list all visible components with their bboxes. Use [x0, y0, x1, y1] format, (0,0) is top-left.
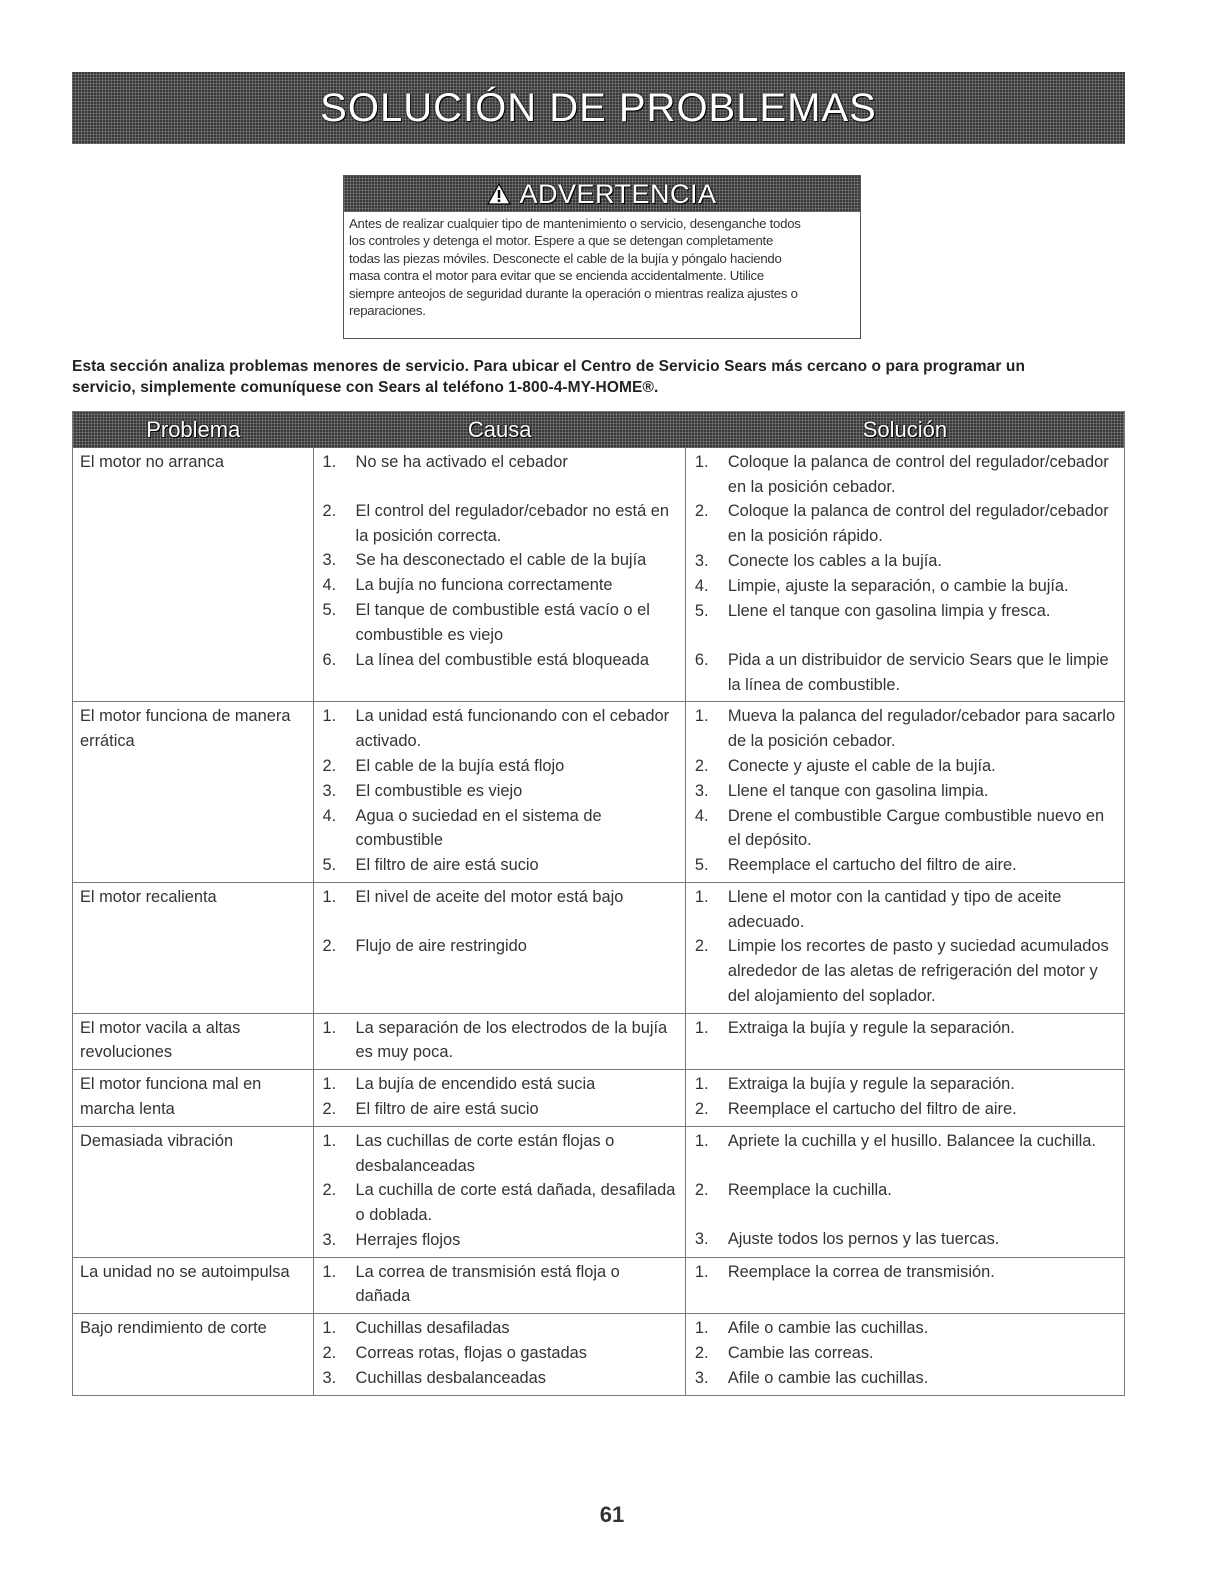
cause-number: 3. — [322, 1369, 337, 1388]
cause-item — [321, 1341, 679, 1366]
solution-number: 3. — [694, 551, 709, 570]
cause-cell — [314, 448, 686, 701]
cause-number: 5. — [322, 856, 337, 875]
cause-number: 2. — [322, 937, 337, 956]
solution-cell — [686, 1127, 1124, 1257]
solution-number: 1. — [694, 1074, 709, 1093]
cause-text: El cable de la bujía está flojo — [355, 756, 565, 775]
solution-item — [693, 450, 1118, 499]
solution-text: Llene el motor con la cantidad y tipo de aceite adecuado. — [727, 888, 1062, 931]
solution-item — [693, 754, 1118, 779]
cause-item — [321, 548, 679, 573]
solution-item — [693, 499, 1118, 548]
table-row — [73, 701, 1124, 882]
solution-number: 3. — [694, 1369, 709, 1388]
page-title-banner — [72, 72, 1125, 144]
solution-item — [693, 1129, 1118, 1178]
problem-cell: Bajo rendimiento de corte — [73, 1314, 314, 1395]
solution-number: 2. — [694, 756, 709, 775]
cause-number: 2. — [322, 502, 337, 520]
solution-number: 1. — [694, 453, 709, 471]
solution-item — [693, 648, 1118, 697]
solution-cell — [686, 702, 1124, 882]
solution-number: 1. — [694, 1018, 709, 1037]
cause-number: 2. — [322, 756, 337, 775]
warning-triangle-icon — [487, 183, 511, 205]
cause-number: 1. — [322, 453, 337, 471]
solution-number: 6. — [694, 650, 709, 669]
cause-cell — [314, 883, 686, 1013]
cause-item — [321, 885, 679, 934]
cause-item — [321, 1129, 679, 1178]
cause-item — [321, 1072, 679, 1097]
table-row — [73, 1126, 1124, 1257]
table-body — [73, 448, 1124, 1395]
warning-box — [343, 175, 861, 339]
solution-text: Mueva la palanca del regulador/cebador para sacarlo de la posición cebador. — [727, 707, 1116, 750]
solution-number: 1. — [694, 888, 709, 907]
solution-number: 2. — [694, 1344, 709, 1363]
cause-text: Cuchillas desbalanceadas — [355, 1369, 546, 1388]
solution-text: Ajuste todos los pernos y las tuercas. — [727, 1229, 1000, 1248]
cause-number: 1. — [322, 707, 337, 726]
cause-text: El filtro de aire está sucio — [355, 856, 539, 875]
cause-item — [321, 648, 679, 697]
table-row — [73, 1257, 1124, 1313]
solution-text: Reemplace la cuchilla. — [727, 1180, 892, 1199]
cause-item — [321, 1260, 679, 1309]
cause-item — [321, 598, 679, 647]
problem-cell: El motor funciona mal en marcha lenta — [73, 1070, 314, 1126]
cause-cell — [314, 1014, 686, 1069]
solution-number: 2. — [694, 1180, 709, 1199]
cause-item — [321, 853, 679, 878]
cause-number: 4. — [322, 576, 337, 595]
solution-text: Limpie, ajuste la separación, o cambie la bujía. — [727, 576, 1069, 595]
problem-cell: Demasiada vibración — [73, 1127, 314, 1257]
solution-number: 2. — [694, 502, 709, 521]
solution-text: Conecte y ajuste el cable de la bujía. — [727, 756, 996, 775]
solution-text: Limpie los recortes de pasto y suciedad acumulados alrededor de las aletas de refrigeración del motor y del alojamiento del soplador. — [727, 937, 1109, 1005]
solution-item — [693, 1072, 1118, 1097]
cause-cell — [314, 1314, 686, 1395]
problem-cell: El motor no arranca — [73, 448, 314, 701]
cause-number: 1. — [322, 1131, 337, 1150]
cause-item — [321, 804, 679, 853]
cause-item — [321, 1178, 679, 1227]
solution-text: Afile o cambie las cuchillas. — [727, 1369, 929, 1388]
solution-item — [693, 804, 1118, 853]
solution-item — [693, 1016, 1118, 1065]
cause-text: Flujo de aire restringido — [355, 937, 527, 956]
cause-text: No se ha activado el cebador — [355, 453, 568, 471]
troubleshooting-table — [72, 411, 1125, 1396]
cause-cell — [314, 1258, 686, 1313]
solution-item — [693, 779, 1118, 804]
cause-item — [321, 934, 679, 1008]
warning-heading: ADVERTENCIA — [519, 178, 717, 209]
warning-text: Antes de realizar cualquier tipo de mantenimiento o servicio, desenganche todos los controles y detenga el motor. Espere a que se detengan completamente todas las piezas móviles. Desconecte el cable de la bujía y póngalo haciendo masa contra el motor para evitar que se encienda accidentalmente. Utilice siempre anteojos de seguridad durante la operación o mientras realiza ajustes o reparaciones. — [349, 216, 801, 319]
solution-cell — [686, 883, 1124, 1013]
solution-cell — [686, 1014, 1124, 1069]
solution-number: 1. — [694, 707, 709, 726]
cause-text: La bujía no funciona correctamente — [355, 576, 613, 595]
solution-text: Extraiga la bujía y regule la separación. — [727, 1074, 1015, 1093]
cause-item — [321, 704, 679, 753]
cause-text: Se ha desconectado el cable de la bujía — [355, 551, 647, 570]
solution-text: Conecte los cables a la bujía. — [727, 551, 942, 570]
solution-item — [693, 853, 1118, 878]
cause-number: 6. — [322, 650, 337, 669]
cause-item — [321, 1366, 679, 1391]
cause-text: La línea del combustible está bloqueada — [355, 650, 649, 669]
solution-cell — [686, 1258, 1124, 1313]
solution-number: 5. — [694, 601, 709, 620]
problem-cell: La unidad no se autoimpulsa — [73, 1258, 314, 1313]
solution-text: Llene el tanque con gasolina limpia. — [727, 781, 989, 800]
cause-item — [321, 1097, 679, 1122]
page-title: SOLUCIÓN DE PROBLEMAS — [320, 85, 877, 130]
cause-item — [321, 499, 679, 548]
cause-text: El filtro de aire está sucio — [355, 1099, 539, 1118]
solution-text: Afile o cambie las cuchillas. — [727, 1319, 929, 1338]
header-solution: Solución — [862, 417, 948, 442]
cause-text: Las cuchillas de corte están flojas o desbalanceadas — [355, 1131, 615, 1175]
cause-text: El control del regulador/cebador no está en la posición correcta. — [355, 502, 669, 545]
solution-text: Cambie las correas. — [727, 1344, 874, 1363]
table-row — [73, 1013, 1124, 1069]
solution-item — [693, 574, 1118, 599]
solution-item — [693, 1366, 1118, 1391]
problem-cell: El motor vacila a altas revoluciones — [73, 1014, 314, 1069]
solution-text: Pida a un distribuidor de servicio Sears que le limpie la línea de combustible. — [727, 650, 1109, 694]
solution-item — [693, 599, 1118, 648]
cause-number: 3. — [322, 1230, 337, 1249]
cause-number: 4. — [322, 806, 337, 825]
solution-number: 3. — [694, 1229, 709, 1248]
solution-text: Reemplace el cartucho del filtro de aire. — [727, 1099, 1017, 1118]
cause-text: Agua o suciedad en el sistema de combustible — [355, 806, 602, 850]
table-row — [73, 448, 1124, 701]
header-problem: Problema — [146, 417, 241, 442]
cause-item — [321, 779, 679, 804]
cause-number: 1. — [322, 1262, 337, 1281]
cause-text: La separación de los electrodos de la bujía es muy poca. — [355, 1018, 668, 1062]
cause-number: 5. — [322, 601, 337, 620]
cause-number: 3. — [322, 781, 337, 800]
solution-item — [693, 1260, 1118, 1309]
solution-text: Extraiga la bujía y regule la separación. — [727, 1018, 1015, 1037]
solution-number: 1. — [694, 1262, 709, 1281]
intro-paragraph: Esta sección analiza problemas menores de servicio. Para ubicar el Centro de Servicio Sears más cercano o para programar un servicio, simplemente comuníquese con Sears al teléfono 1-800-4-MY-HOME®. — [72, 358, 1026, 396]
cause-number: 1. — [322, 1319, 337, 1338]
table-header — [73, 412, 1124, 448]
solution-item — [693, 1341, 1118, 1366]
cause-text: El combustible es viejo — [355, 781, 523, 800]
solution-item — [693, 1178, 1118, 1227]
cause-cell — [314, 1127, 686, 1257]
solution-item — [693, 704, 1118, 753]
header-cause: Causa — [467, 417, 532, 442]
solution-item — [693, 885, 1118, 934]
solution-cell — [686, 448, 1124, 701]
solution-number: 4. — [694, 806, 709, 825]
cause-text: La cuchilla de corte está dañada, desafilada o doblada. — [355, 1181, 676, 1225]
cause-text: Herrajes flojos — [355, 1230, 461, 1249]
solution-text: Coloque la palanca de control del regulador/cebador en la posición rápido. — [727, 502, 1109, 546]
solution-item — [693, 549, 1118, 574]
solution-number: 2. — [694, 937, 709, 956]
cause-text: La unidad está funcionando con el cebador activado. — [355, 707, 670, 750]
cause-item — [321, 450, 679, 499]
solution-text: Apriete la cuchilla y el husillo. Balancee la cuchilla. — [727, 1131, 1096, 1150]
solution-text: Llene el tanque con gasolina limpia y fresca. — [727, 601, 1051, 620]
problem-cell: El motor funciona de manera errática — [73, 702, 314, 882]
solution-text: Drene el combustible Cargue combustible nuevo en el depósito. — [727, 806, 1105, 850]
solution-number: 1. — [694, 1131, 709, 1150]
table-row — [73, 882, 1124, 1013]
solution-item — [693, 1097, 1118, 1122]
cause-item — [321, 1228, 679, 1253]
solution-number: 1. — [694, 1319, 709, 1338]
solution-cell — [686, 1314, 1124, 1395]
cause-text: El nivel de aceite del motor está bajo — [355, 888, 624, 907]
solution-item — [693, 1316, 1118, 1341]
warning-header — [344, 176, 860, 212]
solution-number: 5. — [694, 856, 709, 875]
cause-number: 2. — [322, 1344, 337, 1363]
solution-text: Reemplace la correa de transmisión. — [727, 1262, 995, 1281]
cause-number: 2. — [322, 1181, 337, 1200]
cause-text: El tanque de combustible está vacío o el combustible es viejo — [355, 601, 650, 645]
table-row — [73, 1069, 1124, 1126]
page-number: 61 — [599, 1502, 625, 1527]
cause-number: 3. — [322, 551, 337, 570]
cause-item — [321, 1016, 679, 1065]
solution-item — [693, 1227, 1118, 1252]
cause-cell — [314, 702, 686, 882]
cause-number: 1. — [322, 1074, 337, 1093]
cause-text: La bujía de encendido está sucia — [355, 1074, 596, 1093]
table-row — [73, 1313, 1124, 1395]
solution-text: Coloque la palanca de control del regulador/cebador en la posición cebador. — [727, 453, 1109, 496]
solution-cell — [686, 1070, 1124, 1126]
cause-text: La correa de transmisión está floja o dañada — [355, 1262, 620, 1306]
solution-number: 4. — [694, 576, 709, 595]
cause-item — [321, 754, 679, 779]
cause-text: Cuchillas desafiladas — [355, 1319, 510, 1338]
solution-item — [693, 934, 1118, 1008]
cause-number: 1. — [322, 888, 337, 907]
cause-item — [321, 573, 679, 598]
solution-number: 2. — [694, 1099, 709, 1118]
cause-number: 2. — [322, 1099, 337, 1118]
solution-text: Reemplace el cartucho del filtro de aire. — [727, 856, 1017, 875]
solution-number: 3. — [694, 781, 709, 800]
cause-cell — [314, 1070, 686, 1126]
cause-number: 1. — [322, 1018, 337, 1037]
cause-text: Correas rotas, flojas o gastadas — [355, 1344, 587, 1363]
problem-cell: El motor recalienta — [73, 883, 314, 1013]
cause-item — [321, 1316, 679, 1341]
